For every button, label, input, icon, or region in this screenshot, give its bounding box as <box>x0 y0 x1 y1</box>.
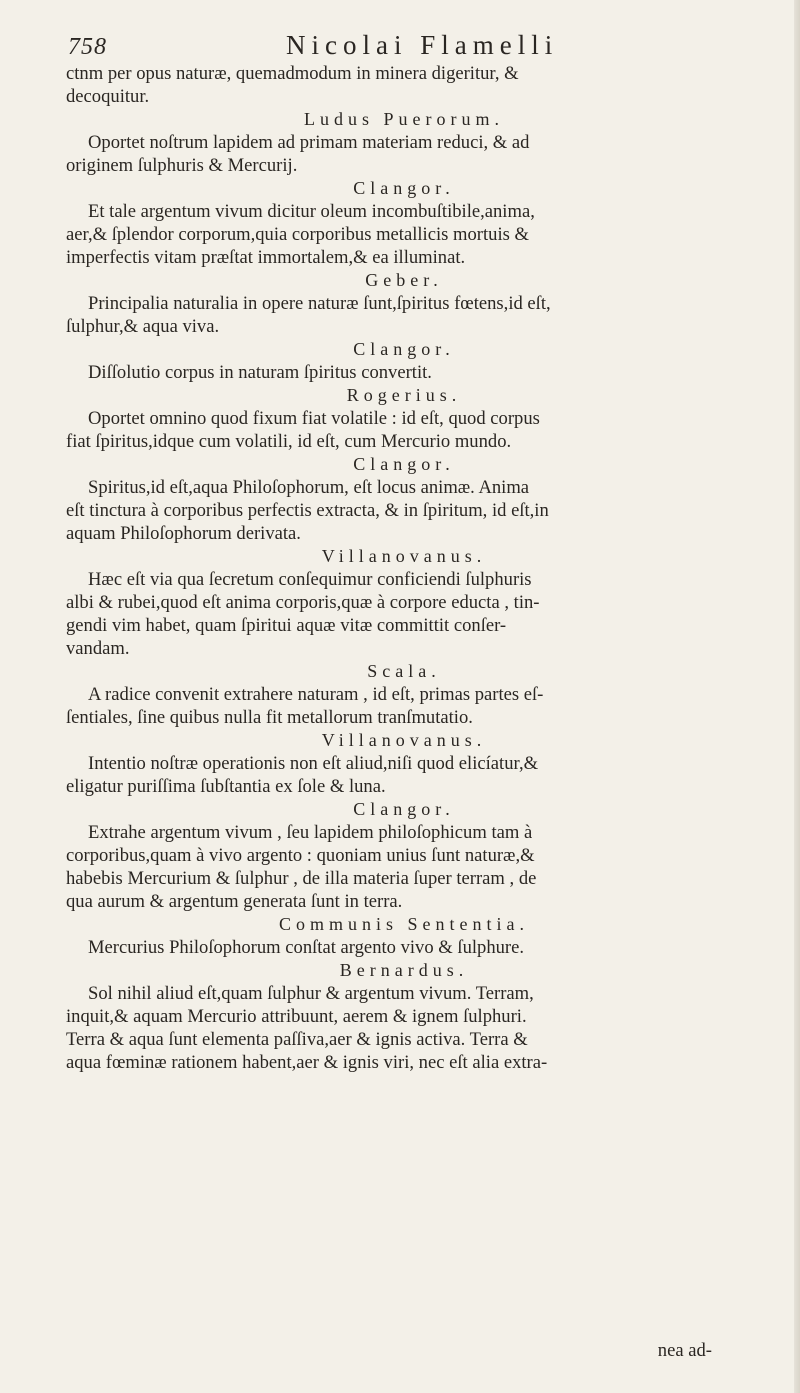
text-line: ſulphur,& aqua viva. <box>66 316 220 337</box>
paragraph <box>66 568 742 660</box>
text-line: Oportet noſtrum lapidem ad primam materiam reduci, & ad <box>88 132 530 153</box>
paragraph <box>66 200 742 269</box>
text-line: aquam Philoſophorum derivata. <box>66 523 301 544</box>
paragraph <box>66 476 742 545</box>
text-line: ctnm per opus naturæ, quemadmodum in minera digeritur, & <box>66 63 519 84</box>
paragraph <box>66 292 742 338</box>
speaker-heading: Clangor. <box>353 799 455 819</box>
speaker-heading: Geber. <box>365 270 443 290</box>
speaker-heading: Clangor. <box>353 178 455 198</box>
text-line: Intentio noſtræ operationis non eſt aliud,niſi quod elicíatur,& <box>88 753 539 774</box>
page-edge <box>794 0 800 1393</box>
page-number: 758 <box>68 34 107 60</box>
text-line: Oportet omnino quod fixum fiat volatile : id eſt, quod corpus <box>88 408 540 429</box>
text-line: imperfectis vitam præſtat immortalem,& ea illuminat. <box>66 247 466 268</box>
text-line: aqua fœminæ rationem habent,aer & ignis viri, nec eſt alia extra- <box>66 1052 548 1073</box>
speaker-heading: Ludus Puerorum. <box>304 109 504 129</box>
paragraph <box>66 62 742 108</box>
catchword: nea ad- <box>657 1340 712 1361</box>
text-body <box>66 62 742 1074</box>
paragraph <box>66 821 742 913</box>
paragraph <box>66 982 742 1074</box>
speaker-heading: Villanovanus. <box>321 730 487 750</box>
speaker-heading: Communis Sententia. <box>279 914 529 934</box>
text-line: Sol nihil aliud eſt,quam ſulphur & argentum vivum. Terram, <box>88 983 534 1004</box>
text-line: fiat ſpiritus,idque cum volatili, id eſt, cum Mercurio mundo. <box>66 431 512 452</box>
text-line: gendi vim habet, quam ſpiritui aquæ vitæ committit conſer- <box>66 615 507 636</box>
paragraph <box>66 407 742 453</box>
speaker-heading: Villanovanus. <box>321 546 487 566</box>
text-line: vandam. <box>66 638 130 659</box>
text-line: Et tale argentum vivum dicitur oleum incombuſtibile,anima, <box>88 201 535 222</box>
text-line: aer,& ſplendor corporum,quia corporibus metallicis mortuis & <box>66 224 529 245</box>
text-line: Extrahe argentum vivum , ſeu lapidem philoſophicum tam à <box>88 822 533 843</box>
paragraph <box>66 683 742 729</box>
paragraph <box>66 131 742 177</box>
paragraph <box>66 936 742 959</box>
paragraph <box>66 361 742 384</box>
text-line: qua aurum & argentum generata ſunt in terra. <box>66 891 403 912</box>
speaker-heading: Clangor. <box>353 339 455 359</box>
text-line: Terra & aqua ſunt elementa paſſiva,aer & ignis activa. Terra & <box>66 1029 528 1050</box>
text-line: albi & rubei,quod eſt anima corporis,quæ à corpore educta , tin- <box>66 592 540 613</box>
page-header <box>68 30 718 66</box>
text-line: Spiritus,id eſt,aqua Philoſophorum, eſt locus animæ. Anima <box>88 477 530 498</box>
speaker-heading: Clangor. <box>353 454 455 474</box>
text-line: habebis Mercurium & ſulphur , de illa materia ſuper terram , de <box>66 868 537 889</box>
text-line: Hæc eſt via qua ſecretum conſequimur conficiendi ſulphuris <box>88 569 532 590</box>
speaker-heading: Bernardus. <box>339 960 469 980</box>
text-line: Diſſolutio corpus in naturam ſpiritus convertit. <box>88 362 432 383</box>
speaker-heading: Rogerius. <box>346 385 462 405</box>
text-line: decoquitur. <box>66 86 150 107</box>
speaker-heading: Scala. <box>367 661 441 681</box>
text-line: eligatur puriſſima ſubſtantia ex ſole & luna. <box>66 776 386 797</box>
text-line: inquit,& aquam Mercurio attribuunt, aerem & ignem ſulphuri. <box>66 1006 527 1027</box>
paragraph <box>66 752 742 798</box>
text-line: A radice convenit extrahere naturam , id eſt, primas partes eſ- <box>88 684 544 705</box>
text-line: originem ſulphuris & Mercurij. <box>66 155 298 176</box>
text-line: eſt tinctura à corporibus perfectis extracta, & in ſpiritum, id eſt,in <box>66 500 549 521</box>
text-line: Mercurius Philoſophorum conſtat argento vivo & ſulphure. <box>88 937 525 958</box>
text-line: corporibus,quam à vivo argento : quoniam unius ſunt naturæ,& <box>66 845 535 866</box>
text-line: ſentiales, ſine quibus nulla fit metallorum tranſmutatio. <box>66 707 473 728</box>
text-line: Principalia naturalia in opere naturæ ſunt,ſpiritus fœtens,id eſt, <box>88 293 551 314</box>
running-title: Nicolai Flamelli <box>286 30 559 60</box>
